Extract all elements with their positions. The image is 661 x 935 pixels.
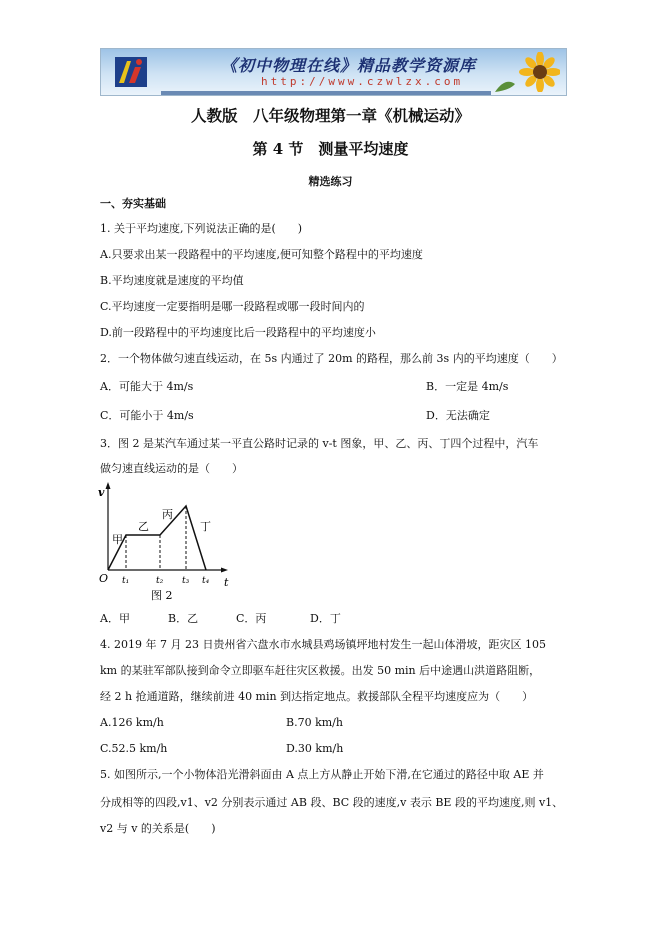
tick-t4: t₄ [202, 576, 210, 586]
q1-option-c: C.平均速度一定要指明是哪一段路程或哪一段时间内的 [100, 300, 365, 313]
q3-option-a: A．甲 [100, 612, 130, 625]
banner [100, 48, 567, 96]
q4-option-c: C.52.5 km/h [100, 742, 168, 755]
banner-url: http://www.czwlzx.com [261, 75, 464, 88]
banner-stripe [161, 91, 491, 95]
segment-label-yi: 乙 [138, 520, 149, 533]
q3-option-c: C．丙 [236, 612, 267, 625]
q1-option-a: A.只要求出某一段路程中的平均速度,便可知整个路程中的平均速度 [100, 248, 423, 261]
origin-label: O [99, 572, 109, 585]
q4-line2: km 的某驻军部队接到命令立即驱车赶往灾区救援。出发 50 min 后中途遇山洪道路阻断， [100, 664, 541, 677]
q3-stem-line1: 3．图 2 是某汽车通过某一平直公路时记录的 v-t 图象，甲、乙、丙、丁四个过程中，汽车 [100, 437, 539, 450]
section-title: 第 4 节 测量平均速度 [252, 140, 409, 158]
vt-graph-figure [96, 478, 246, 603]
q4-line3: 经 2 h 抢通道路，继续前进 40 min 到达指定地点。救援部队全程平均速度应为（ ） [100, 690, 534, 703]
q5-line3: v2 与 v 的关系是( ) [100, 822, 216, 835]
tick-t2: t₂ [156, 576, 164, 586]
q4-line1: 4. 2019 年 7 月 23 日贵州省六盘水市水城县鸡场镇坪地村发生一起山体滑坡，距灾区 105 [100, 638, 546, 651]
q3-stem-line2: 做匀速直线运动的是（ ） [100, 462, 243, 475]
tick-t3: t₃ [182, 576, 190, 586]
banner-title: 《初中物理在线》精品教学资源库 [221, 56, 477, 75]
part-heading: 一、夯实基础 [100, 197, 166, 210]
q1-option-d: D.前一段路程中的平均速度比后一段路程中的平均速度小 [100, 326, 376, 339]
q5-line2: 分成相等的四段,v1、v2 分别表示通过 AB 段、BC 段的速度,v 表示 BE 段的平均速度,则 v1、 [100, 796, 564, 809]
q4-option-d: D.30 km/h [286, 742, 344, 755]
q2-option-c: C．可能小于 4m/s [100, 409, 194, 422]
sunflower-icon [490, 52, 560, 92]
t-axis-label: t [224, 576, 229, 589]
section-subtitle: 精选练习 [308, 175, 353, 188]
figure-caption: 图 2 [151, 589, 173, 602]
tick-t1: t₁ [122, 576, 130, 586]
q4-option-a: A.126 km/h [100, 716, 164, 729]
q1-stem: 1. 关于平均速度,下列说法正确的是( ) [100, 222, 303, 235]
q3-option-b: B．乙 [168, 612, 199, 625]
logo-icon [111, 53, 151, 91]
t-axis-arrow-icon [221, 568, 228, 573]
q5-line1: 5. 如图所示,一个小物体沿光滑斜面由 A 点上方从静止开始下滑,在它通过的路径中取 AE 并 [100, 768, 544, 781]
q2-stem: 2．一个物体做匀速直线运动，在 5s 内通过了 20m 的路程，那么前 3s 内的平均速度（ ） [100, 352, 563, 365]
q3-option-d: D．丁 [310, 612, 341, 625]
segment-label-bing: 丙 [162, 508, 173, 521]
q2-option-d: D．无法确定 [426, 409, 490, 422]
q1-option-b: B.平均速度就是速度的平均值 [100, 274, 244, 287]
q2-option-a: A．可能大于 4m/s [100, 380, 194, 393]
segment-label-jia: 甲 [112, 533, 123, 546]
segment-label-ding: 丁 [200, 520, 211, 533]
document-title: 人教版 八年级物理第一章《机械运动》 [190, 106, 470, 125]
v-axis-label: v [98, 486, 105, 499]
q2-option-b: B．一定是 4m/s [426, 380, 509, 393]
q4-option-b: B.70 km/h [286, 716, 343, 729]
v-axis-arrow-icon [106, 482, 111, 489]
